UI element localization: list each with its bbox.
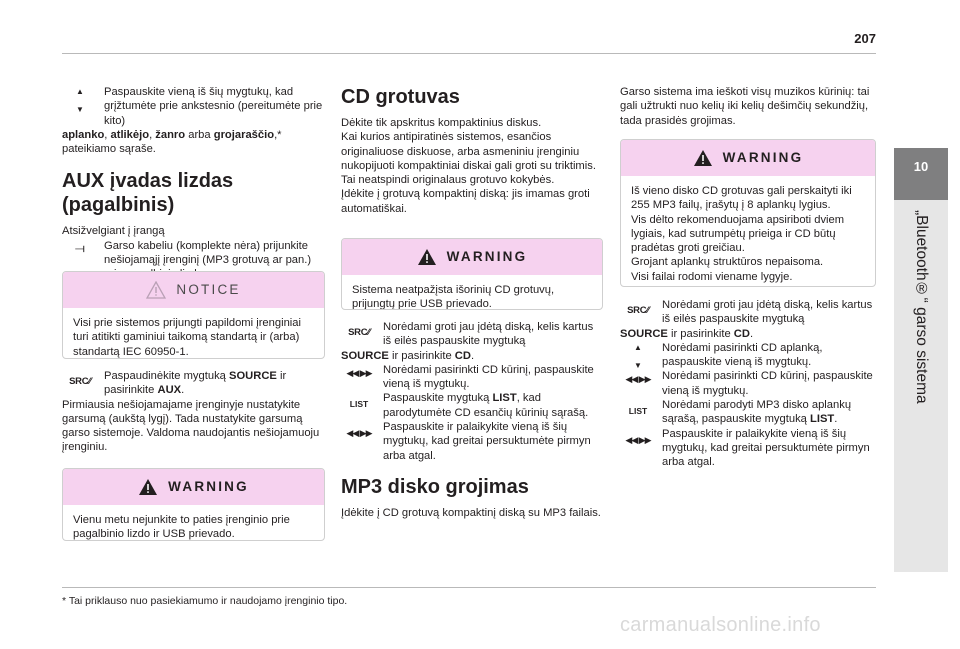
heading-aux: AUX įvadas lizdas (pagalbinis) xyxy=(62,170,234,217)
footer-divider xyxy=(62,587,876,588)
warning-box-2 xyxy=(341,238,603,310)
column-3-lower: SRC⁄⁄ Norėdami groti jau įdėtą diską, kelis kartus iš eilės paspauskite mygtuką SOURCE ir pasirinkite CD. ▲ ▼ Norėdami pasirinkti CD aplanką, paspauskite vieną iš mygtukų. ◀◀ ▶▶ Norėdami pasirinkti CD kūrinį, paspauskite vieną iš mygtukų. LIST Norėdami parodyti MP3 disko aplankų sąrašą, paspauskite mygtuką LIST. ◀◀ ▶▶ Paspauskite ir palaikykite vieną iš šių mygtukų, kad greitai persuktumėte pirmyn arba atgal. xyxy=(620,298,878,470)
cd-ff-row: ◀◀ ▶▶ Paspauskite ir palaikykite vieną iš šių mygtukų, kad greitai persuktumėte pirmyn arba atgal. xyxy=(341,420,603,463)
source-button-icon: SRC⁄⁄ xyxy=(348,327,370,338)
warning-header-1 xyxy=(63,469,324,505)
warning-box-3 xyxy=(620,139,876,287)
warning-body-1: Vienu metu nejunkite to paties įrenginio prie pagalbinio lizdo ir USB prievado. xyxy=(73,514,290,541)
mp3-ff-row: ◀◀ ▶▶ Paspauskite ir palaikykite vieną iš šių mygtukų, kad greitai persuktumėte pirmyn arba atgal. xyxy=(620,427,878,470)
notice-header xyxy=(63,272,324,308)
mp3-track-row: ◀◀ ▶▶ Norėdami pasirinkti CD kūrinį, paspauskite vieną iš mygtukų. xyxy=(620,369,878,398)
mp3-paragraph: Įdėkite į CD grotuvą kompaktinį diską su MP3 failais. xyxy=(341,506,601,519)
notice-box xyxy=(62,271,325,359)
mp3-source-row: SRC⁄⁄ Norėdami groti jau įdėtą diską, kelis kartus iš eilės paspauskite mygtuką xyxy=(620,298,878,327)
warning-title-1: WARNING xyxy=(168,478,249,494)
warning-box-1 xyxy=(62,468,325,541)
mp3-list-row: LIST Norėdami parodyti MP3 disko aplankų sąrašą, paspauskite mygtuką LIST. xyxy=(620,398,878,427)
column-1: ▲ ▼ Paspauskite vieną iš šių mygtukų, kad grįžtumėte prie ankstesnio (pereitumėte prie kito) aplanko, atlikėjo, žanro arba grojaraščio,* pateikiamo sąraše. AUX įvadas lizdas (pagalbinis) Atsižvelgiant į įrangą ⟞ Garso kabeliu (komplekte nėra) prijunkite nešiojamąjį įrenginį (MP3 grotuvą ar pan.) xyxy=(62,85,324,282)
warning-header-2 xyxy=(342,239,602,275)
warning-triangle-icon xyxy=(138,478,158,496)
up-down-arrows-icon: ▲ ▼ xyxy=(634,342,642,370)
up-down-arrows-icon: ▲ ▼ xyxy=(76,87,84,114)
cd-source-row: SRC⁄⁄ Norėdami groti jau įdėtą diską, kelis kartus iš eilės paspauskite mygtuką xyxy=(341,320,603,349)
nav-instruction: ▲ ▼ Paspauskite vieną iš šių mygtukų, kad grįžtumėte prie ankstesnio (pereitumėte prie kito) xyxy=(62,85,324,128)
warning-title-3: WARNING xyxy=(722,149,804,165)
watermark: carmanualsonline.info xyxy=(620,614,821,636)
aux-cable-row: ⟞ Garso kabeliu (komplekte nėra) prijunkite nešiojamąjį įrenginį (MP3 grotuvą ar pan.) xyxy=(62,239,324,282)
chapter-title xyxy=(894,200,948,572)
seek-buttons-icon: ◀◀ ▶▶ xyxy=(625,434,651,445)
cd-track-row: ◀◀ ▶▶ Norėdami pasirinkti CD kūrinį, paspauskite vieną iš mygtukų. xyxy=(341,363,603,392)
mp3-folder-row: ▲ ▼ Norėdami pasirinkti CD aplanką, paspauskite vieną iš mygtukų. xyxy=(620,341,878,370)
warning-body-3: Iš vieno disko CD grotuvas gali perskaityti iki 255 MP3 failų, įrašytų į 8 aplankų lygius. Vis dėlto rekomenduojama apsiriboti dviem lygiais, kad sutrumpėtų prieiga ir CD būtų pradėtas groti greičiau. Grojant aplankų struktūros nepaisoma. Visi failai rodomi viename lygyje. xyxy=(631,185,852,283)
cd-paragraph: Dėkite tik apskritus kompaktinius diskus. Kai kurios antipiratinės sistemos, esančios originaliuose diskuose, arba asmeniniu įrenginiu nukopijuoti kompaktiniai diskai gali groti su triktimis. Tai neatspindi originalaus grotuvo kokybės. Įdėkite į grotuvą kompaktinį diską: jis imamas groti automatiškai. xyxy=(341,117,596,215)
notice-triangle-icon xyxy=(146,281,166,299)
aux-source-row: SRC⁄⁄ Paspaudinėkite mygtuką SOURCE ir pasirinkite AUX. xyxy=(62,369,324,398)
heading-mp3: MP3 disko grojimas xyxy=(341,475,529,498)
cd-list-row: LIST Paspauskite mygtuką LIST, kad parodytumėte CD esančių kūrinių sąrašą. xyxy=(341,391,603,420)
jack-plug-icon: ⟞ xyxy=(75,240,85,255)
list-button-icon: LIST xyxy=(628,406,648,417)
notice-title: NOTICE xyxy=(176,281,241,297)
warning-body-2: Sistema neatpažįsta išorinių CD grotuvų, prijungtų prie USB prievado. xyxy=(352,284,555,310)
source-button-icon: SRC⁄⁄ xyxy=(627,305,649,316)
column-3 xyxy=(620,85,882,128)
seek-buttons-icon: ◀◀ ▶▶ xyxy=(346,367,372,378)
aux-paragraph: Pirmiausia nešiojamajame įrenginyje nustatykite garsumą (aukštą lygį). Tada nustatykite garsumą garso sistemoje. Valdoma naudojantis nešiojamuoju įrenginiu. xyxy=(62,398,320,454)
warning-triangle-icon xyxy=(693,149,713,167)
chapter-title-text: „Bluetooth®“ garso sistema xyxy=(913,210,931,404)
warning-title-2: WARNING xyxy=(446,248,528,264)
chapter-number: 10 xyxy=(913,159,929,174)
source-button-icon: SRC⁄⁄ xyxy=(69,376,91,387)
notice-body: Visi prie sistemos prijungti papildomi įrenginiai turi atitikti gaminiui taikomą standartą ir (arba) standartą IEC 60950-1. xyxy=(73,317,301,358)
warning-triangle-icon xyxy=(417,248,437,266)
footnote: * Tai priklauso nuo pasiekiamumo ir naudojamo įrenginio tipo. xyxy=(62,595,348,607)
column-2 xyxy=(341,85,603,216)
header-divider xyxy=(62,53,876,54)
seek-buttons-icon: ◀◀ ▶▶ xyxy=(625,374,651,385)
list-button-icon: LIST xyxy=(349,399,369,410)
column-2-lower: SRC⁄⁄ Norėdami groti jau įdėtą diską, kelis kartus iš eilės paspauskite mygtuką SOURCE ir pasirinkite CD. ◀◀ ▶▶ Norėdami pasirinkti CD kūrinį, paspauskite vieną iš mygtukų. LIST Paspauskite mygtuką LIST, kad parodytumėte CD esančių kūrinių sąrašą. ◀◀ ▶▶ Paspauskite ir palaikykite vieną iš šių mygtukų, kad greitai persuktumėte pirmyn arba atgal. MP3 disko grojimas Įdėkite į CD grotuvą kompaktinį diską su MP3 failais. xyxy=(341,320,603,520)
mp3-intro: Garso sistema ima ieškoti visų muzikos kūrinių: tai gali užtrukti nuo kelių iki kelių dešimčių sekundžių, tada prasidės grojimas. xyxy=(620,86,870,127)
heading-cd: CD grotuvas xyxy=(341,86,460,108)
aux-intro: Atsižvelgiant į įrangą xyxy=(62,225,165,238)
column-1-lower xyxy=(62,369,324,455)
seek-buttons-icon: ◀◀ ▶▶ xyxy=(346,428,372,439)
warning-header-3 xyxy=(621,140,875,176)
page-number: 207 xyxy=(854,31,876,46)
